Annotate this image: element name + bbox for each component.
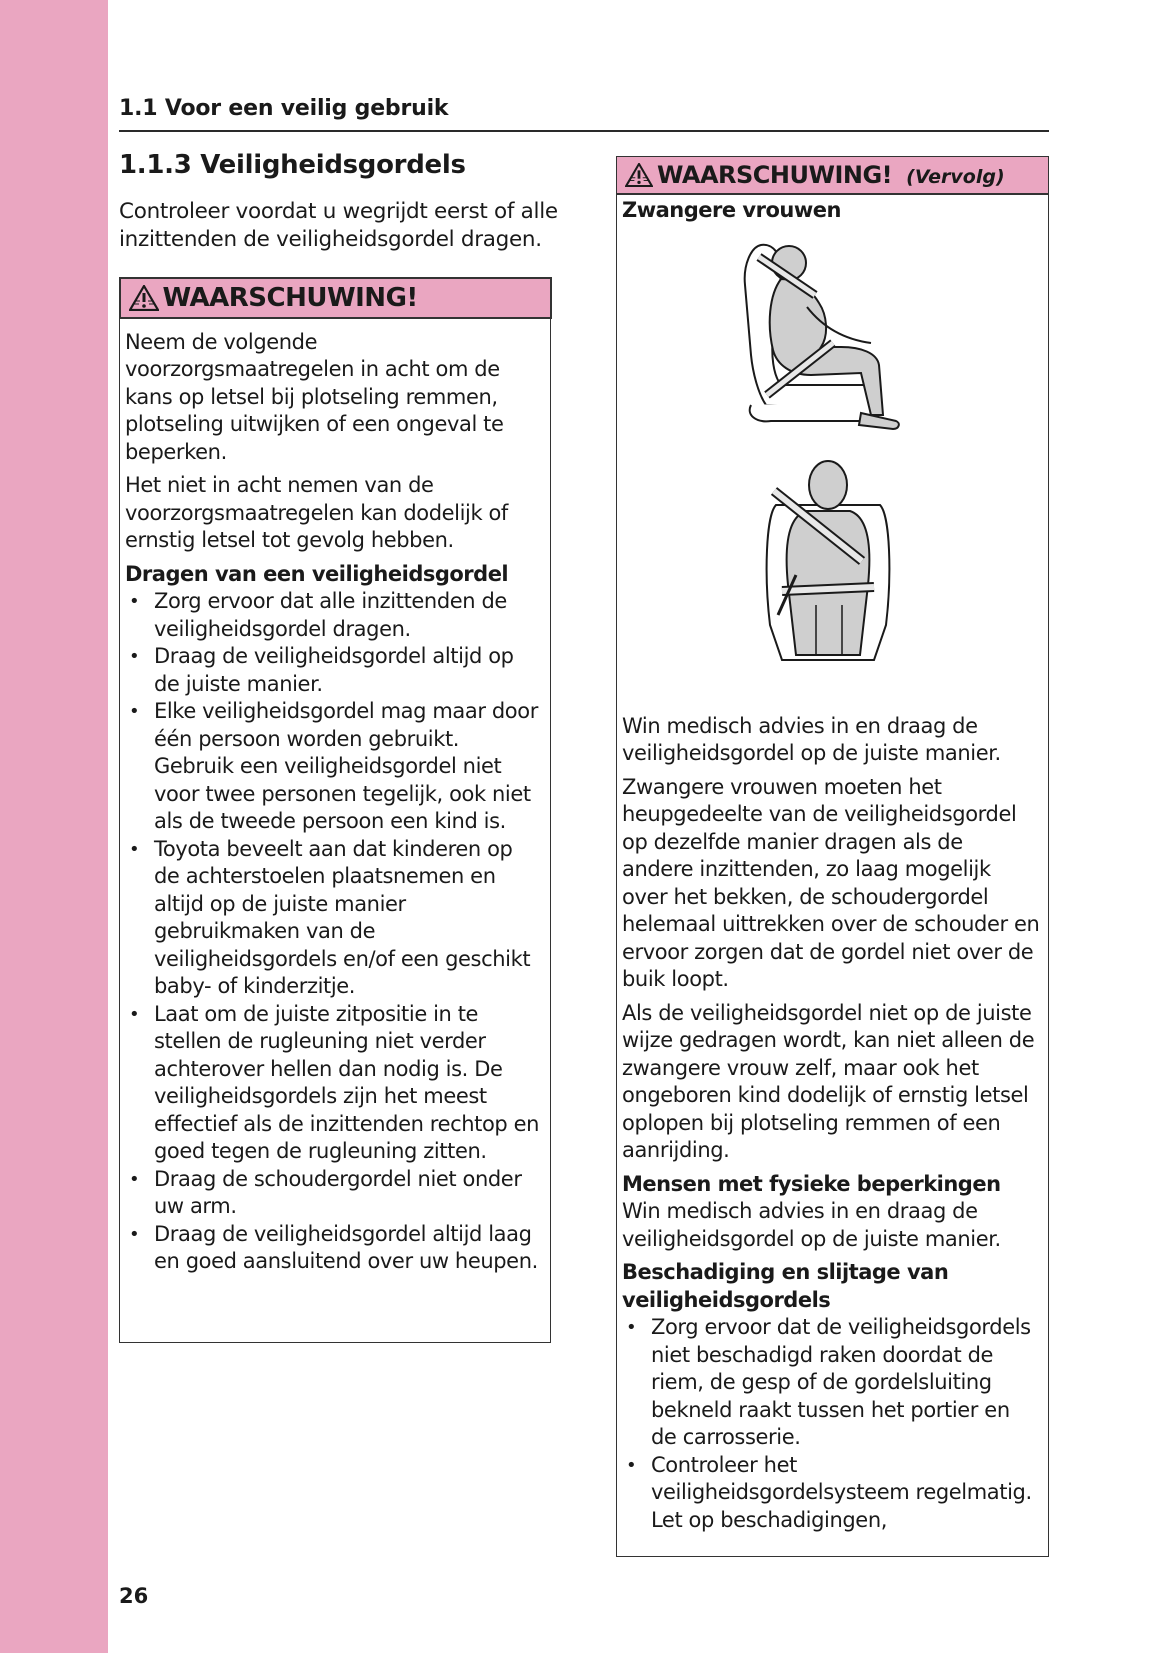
section-divider: [119, 130, 1049, 132]
list-item: • Draag de veiligheidsgordel altijd op de juiste manier.: [125, 643, 542, 698]
list-item: • Elke veiligheidsgordel mag maar door één persoon worden gebruikt. Gebruik een veiligheidsgordel niet voor twee personen tegelijk, ook niet als de tweede persoon een kind is.: [125, 698, 542, 836]
figure-spacer: [622, 665, 1040, 713]
warning-header: [617, 157, 1048, 195]
list-item: • Draag de veiligheidsgordel altijd laag en goed aansluitend over uw heupen.: [125, 1221, 542, 1276]
page-number: 26: [119, 1584, 149, 1608]
warning-subheading: Dragen van een veiligheidsgordel: [125, 561, 509, 586]
warning-triangle-icon: [129, 285, 159, 311]
warning-paragraph: Win medisch advies in en draag de veiligheidsgordel op de juiste manier.: [622, 713, 1001, 765]
intro-text: Controleer voordat u wegrijdt eerst of alle inzittenden de veiligheidsgordel dragen.: [119, 199, 558, 252]
warning-header: [119, 277, 552, 319]
warning-body: [617, 197, 1048, 1534]
warning-body: [120, 329, 550, 1276]
list-item: • Laat om de juiste zitpositie in te stellen de rugleuning niet verder achterover hellen dan nodig is. De veiligheidsgordels zijn het meest effectief als de inzittenden rechtop en goed tegen de rugleuning zitten.: [125, 1001, 542, 1166]
subsection-title: 1.1.3 Veiligheidsgordels: [119, 150, 466, 180]
warning-subheading: Beschadiging en slijtage van veiligheidsgordels: [622, 1260, 949, 1312]
list-item: • Toyota beveelt aan dat kinderen op de achterstoelen plaatsnemen en altijd op de juiste manier gebruikmaken van de veiligheidsgordels en/of een geschikt baby- of kinderzitje.: [125, 836, 542, 1001]
warning-paragraph: Als de veiligheidsgordel niet op de juiste wijze gedragen wordt, kan niet alleen de zwangere vrouw zelf, maar ook het ongeboren kind dodelijk of ernstig letsel oplopen bij plotseling remmen of een aanrijding.: [622, 1000, 1035, 1162]
warning-paragraph: Zwangere vrouwen moeten het heupgedeelte van de veiligheidsgordel op dezelfde manier dragen als de andere inzittenden, zo laag mogelijk over het bekken, de schoudergordel helemaal uittrekken over de schouder en ervoor zorgen dat de gordel niet over de buik loopt.: [622, 774, 1040, 991]
pregnant-woman-side-view-illustration: [711, 235, 951, 445]
list-item: • Controleer het veiligheidsgordelsysteem regelmatig. Let op beschadigingen,: [622, 1452, 1040, 1535]
list-item: • Zorg ervoor dat alle inzittenden de veiligheidsgordel dragen.: [125, 588, 542, 643]
warning-paragraph: Het niet in acht nemen van de voorzorgsmaatregelen kan dodelijk of ernstig letsel tot gevolg hebben.: [125, 473, 508, 552]
warning-title: WAARSCHUWING!: [657, 161, 893, 189]
warning-box-left: [119, 277, 551, 1343]
warning-box-right: [616, 156, 1049, 1557]
warning-paragraph: Win medisch advies in en draag de veiligheidsgordel op de juiste manier.: [622, 1199, 1001, 1251]
warning-subtitle: (Vervolg): [906, 166, 1005, 188]
list-item: • Draag de schoudergordel niet onder uw arm.: [125, 1166, 542, 1221]
warning-list: [125, 588, 542, 1276]
page-sidebar: [0, 0, 108, 1653]
warning-paragraph: Neem de volgende voorzorgsmaatregelen in acht om de kans op letsel bij plotseling remmen, plotseling uitwijken of een ongeval te beperken.: [125, 329, 504, 464]
warning-triangle-icon: [625, 163, 653, 187]
warning-subheading: Mensen met fysieke beperkingen: [622, 1171, 1001, 1196]
warning-subheading: Zwangere vrouwen: [622, 198, 841, 222]
list-item: • Zorg ervoor dat de veiligheidsgordels niet beschadigd raken doordat de riem, de gesp of de gordelsluiting bekneld raakt tussen het portier en de carrosserie.: [622, 1314, 1040, 1452]
section-header: 1.1 Voor een veilig gebruik: [119, 96, 449, 121]
pregnant-woman-front-view-illustration: [756, 455, 906, 665]
warning-list: [622, 1314, 1040, 1534]
warning-title: WAARSCHUWING!: [162, 282, 418, 313]
